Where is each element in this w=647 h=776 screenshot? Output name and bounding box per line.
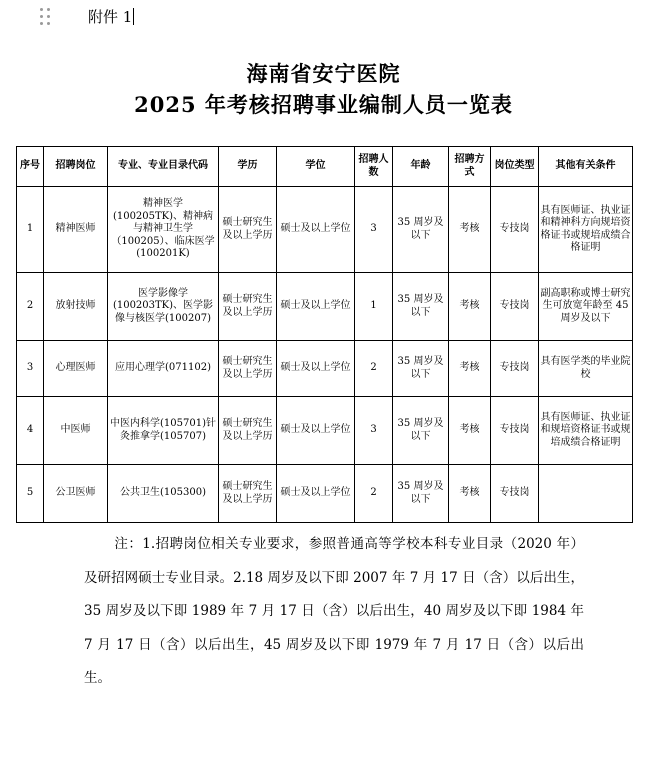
table-header-row (17, 147, 633, 187)
cell-degree: 硕士及以上学位 (277, 187, 355, 273)
cell-other: 具有医师证、执业证和精神科方向规培资格证书或规培成绩合格证明 (539, 187, 633, 273)
header-type: 岗位类型 (491, 147, 539, 187)
cell-type: 专技岗 (491, 187, 539, 273)
header-count: 招聘人数 (355, 147, 393, 187)
cell-other: 具有医师证、执业证和规培资格证书或规培成绩合格证明 (539, 397, 633, 465)
cell-count: 2 (355, 465, 393, 523)
cell-post: 精神医师 (44, 187, 108, 273)
cell-major: 中医内科学(105701)针灸推拿学(105707) (108, 397, 219, 465)
cell-degree: 硕士及以上学位 (277, 341, 355, 397)
header-degree: 学位 (277, 147, 355, 187)
table-row (17, 397, 633, 465)
cell-education: 硕士研究生及以上学历 (219, 273, 277, 341)
cell-count: 1 (355, 273, 393, 341)
cell-type: 专技岗 (491, 341, 539, 397)
document-title-line2: 2025 年考核招聘事业编制人员一览表 (134, 92, 513, 117)
cell-post: 心理医师 (44, 341, 108, 397)
table-row (17, 341, 633, 397)
header-other: 其他有关条件 (539, 147, 633, 187)
cell-count: 2 (355, 341, 393, 397)
header-education: 学历 (219, 147, 277, 187)
cell-no: 3 (17, 341, 44, 397)
cell-education: 硕士研究生及以上学历 (219, 341, 277, 397)
cell-no: 4 (17, 397, 44, 465)
attachment-label[interactable]: 附件 1 (88, 8, 133, 26)
header-major: 专业、专业目录代码 (108, 147, 219, 187)
cell-method: 考核 (449, 397, 491, 465)
cell-major: 医学影像学(100203TK)、医学影像与核医学(100207) (108, 273, 219, 341)
text-cursor (133, 8, 134, 25)
cell-major: 公共卫生(105300) (108, 465, 219, 523)
cell-no: 2 (17, 273, 44, 341)
cell-method: 考核 (449, 187, 491, 273)
cell-degree: 硕士及以上学位 (277, 273, 355, 341)
cell-method: 考核 (449, 341, 491, 397)
footnote-text: 注：1.招聘岗位相关专业要求，参照普通高等学校本科专业目录（2020 年）及研招网硕士专业目录。2.18 周岁及以下即 2007 年 7 月 17 日（含）以后出生，35 周岁及以下即 1989 年 7 月 17 日（含）以后出生，40 周岁及以下即 1984 年 7 月 17 日（含）以后出生，45 周岁及以下即 1979 年 7 月 17 日（含）以后出生。 (84, 536, 584, 686)
cell-type: 专技岗 (491, 273, 539, 341)
cell-no: 1 (17, 187, 44, 273)
cell-count: 3 (355, 187, 393, 273)
footnote (84, 528, 584, 696)
table-row (17, 465, 633, 523)
cell-no: 5 (17, 465, 44, 523)
cell-age: 35 周岁及以下 (393, 341, 449, 397)
cell-age: 35 周岁及以下 (393, 397, 449, 465)
cell-method: 考核 (449, 273, 491, 341)
recruitment-table (16, 146, 633, 523)
cell-method: 考核 (449, 465, 491, 523)
cell-education: 硕士研究生及以上学历 (219, 187, 277, 273)
table-row (17, 273, 633, 341)
header-post: 招聘岗位 (44, 147, 108, 187)
cell-count: 3 (355, 397, 393, 465)
cell-age: 35 周岁及以下 (393, 273, 449, 341)
cell-major: 精神医学(100205TK)、精神病与精神卫生学（100205）、临床医学(100201K) (108, 187, 219, 273)
cell-major: 应用心理学(071102) (108, 341, 219, 397)
cell-post: 公卫医师 (44, 465, 108, 523)
header-age: 年龄 (393, 147, 449, 187)
header-no: 序号 (17, 147, 44, 187)
cell-other (539, 465, 633, 523)
cell-type: 专技岗 (491, 397, 539, 465)
cell-age: 35 周岁及以下 (393, 465, 449, 523)
header-method: 招聘方式 (449, 147, 491, 187)
cell-education: 硕士研究生及以上学历 (219, 465, 277, 523)
document-title-line1: 海南省安宁医院 (246, 61, 401, 86)
cell-other: 副高职称或博士研究生可放宽年龄至 45 周岁及以下 (539, 273, 633, 341)
cell-degree: 硕士及以上学位 (277, 397, 355, 465)
cell-post: 放射技师 (44, 273, 108, 341)
drag-handle-icon[interactable] (39, 7, 53, 27)
cell-age: 35 周岁及以下 (393, 187, 449, 273)
table-row (17, 187, 633, 273)
cell-other: 具有医学类的毕业院校 (539, 341, 633, 397)
cell-degree: 硕士及以上学位 (277, 465, 355, 523)
cell-type: 专技岗 (491, 465, 539, 523)
cell-education: 硕士研究生及以上学历 (219, 397, 277, 465)
cell-post: 中医师 (44, 397, 108, 465)
